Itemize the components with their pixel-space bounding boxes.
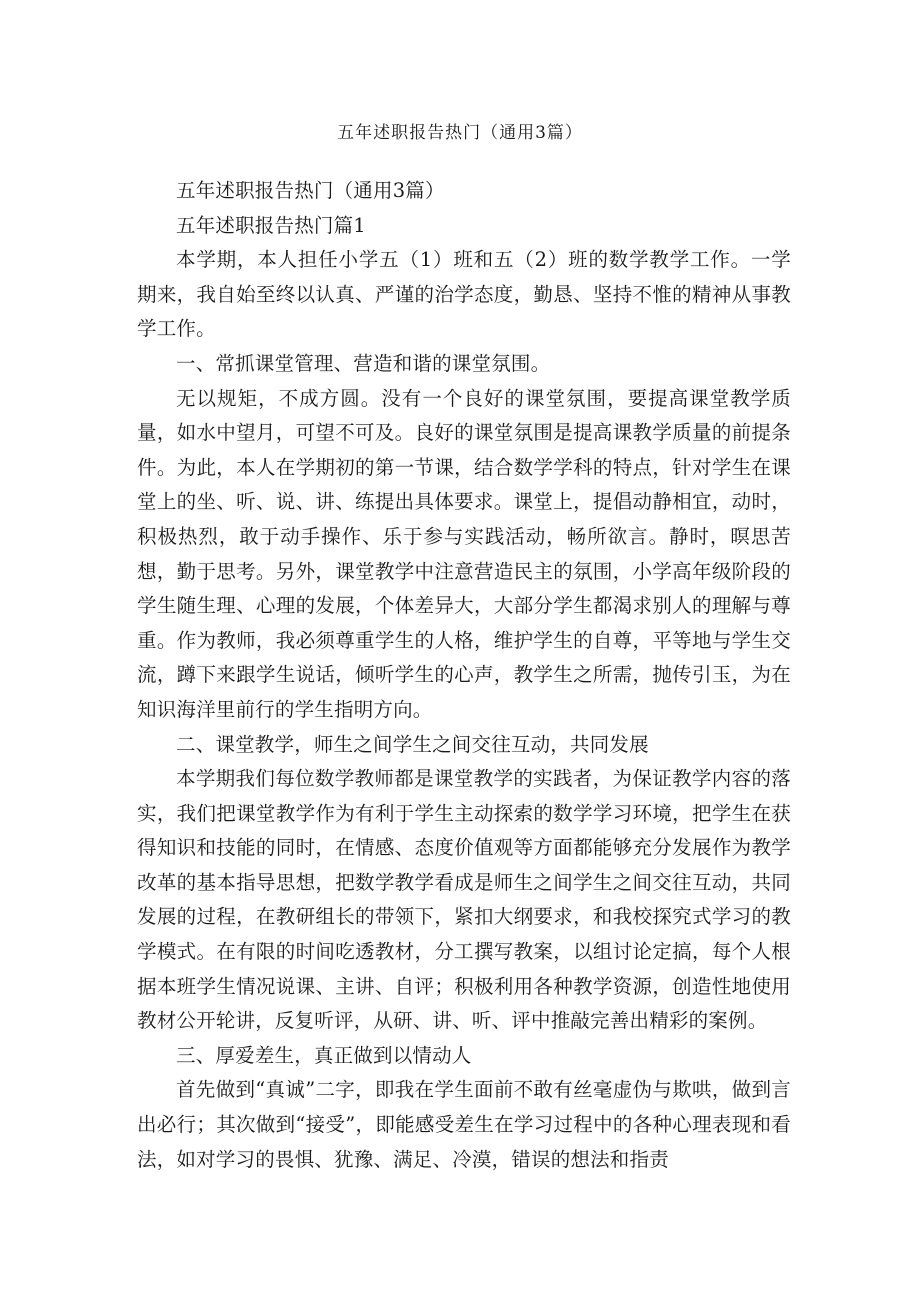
body-paragraph-3: 首先做到“真诚”二字，即我在学生面前不敢有丝毫虚伪与欺哄，做到言出必行；其次做到“接受”，即能感受差生在学习过程中的各种心理表现和看法，如对学习的畏惧、犹豫、满足、冷漠，错误的想法和指责 (137, 1078, 791, 1171)
document-title: 五年述职报告热门（通用3篇） (337, 123, 583, 143)
intro-paragraph: 本学期，本人担任小学五（1）班和五（2）班的数学教学工作。一学期来，我自始至终以认真、严谨的治学态度，勤恳、坚持不惟的精神从事教学工作。 (137, 248, 791, 341)
section-heading-1: 一、常抓课堂管理、营造和谐的课堂氛围。 (176, 351, 551, 375)
body-paragraph-1: 无以规矩，不成方圆。没有一个良好的课堂氛围，要提高课堂教学质量，如水中望月，可望不可及。良好的课堂氛围是提高课教学质量的前提条件。为此，本人在学期初的第一节课，结合数学学科的特点，针对学生在课堂上的坐、听、说、讲、练提出具体要求。课堂上，提倡动静相宜，动时，积极热烈，敢于动手操作、乐于参与实践活动，畅所欲言。静时，暝思苦想，勤于思考。另外，课堂教学中注意营造民主的氛围，小学高年级阶段的学生随生理、心理的发展，个体差异大，大部分学生都渴求别人的理解与尊重。作为教师，我必须尊重学生的人格，维护学生的自尊，平等地与学生交流，蹲下来跟学生说话，倾听学生的心声，教学生之所需，抛传引玉，为在知识海洋里前行的学生指明方向。 (137, 386, 791, 721)
subtitle-paragraph: 五年述职报告热门（通用3篇） (176, 179, 445, 202)
body-paragraph-2: 本学期我们每位数学教师都是课堂教学的实践者，为保证教学内容的落实，我们把课堂教学作为有利于学生主动探索的数学学习环境，把学生在获得知识和技能的同时，在情感、态度价值观等方面都能够充分发展作为教学改革的基本指导思想，把数学教学看成是师生之间学生之间交往互动，共同发展的过程，在教研组长的带领下，紧扣大纲要求，和我校探究式学习的教学模式。在有限的时间吃透教材，分工撰写教案，以组讨论定搞，每个人根据本班学生情况说课、主讲、自评；积极利用各种教学资源，创造性地使用教材公开轮讲，反复听评，从研、讲、听、评中推敲完善出精彩的案例。 (137, 767, 791, 1033)
section-heading-part-1: 五年述职报告热门篇1 (176, 213, 366, 237)
section-heading-3: 三、厚爱差生，真正做到以情动人 (176, 1043, 472, 1067)
document-body (137, 174, 791, 1177)
section-heading-2: 二、课堂教学，师生之间学生之间交往互动，共同发展 (176, 732, 649, 756)
